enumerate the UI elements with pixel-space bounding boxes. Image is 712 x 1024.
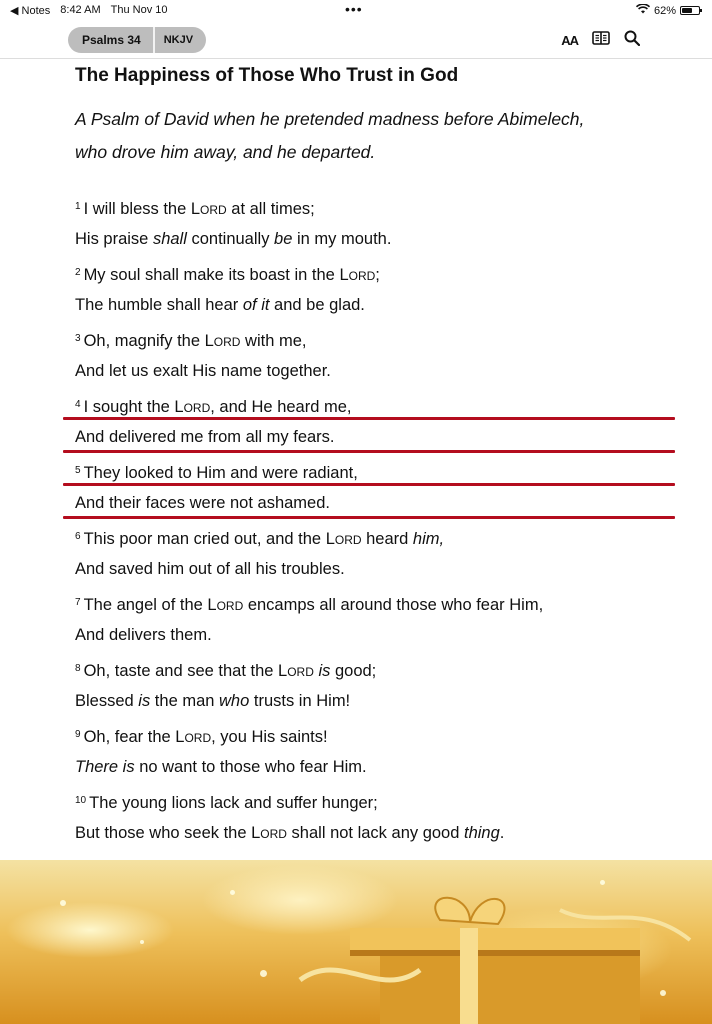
verse-segment: My soul shall make its boast in the (83, 266, 340, 284)
verse-list (75, 190, 675, 850)
verse-number[interactable]: 8 (75, 663, 81, 674)
verse-line[interactable] (75, 421, 675, 454)
verse-segment: And saved him out of all his troubles. (75, 560, 345, 578)
verse-text (75, 560, 345, 578)
divine-name: Lord (278, 662, 314, 680)
verse-line[interactable] (75, 256, 675, 289)
verse-number[interactable]: 5 (75, 465, 81, 476)
verse-segment: him, (412, 530, 445, 548)
verse-segment: , you His saints! (211, 728, 328, 746)
back-to-notes-link[interactable]: ◀ Notes (10, 5, 51, 17)
verse-segment: And their faces were not ashamed. (75, 494, 330, 512)
sparkle (140, 940, 144, 944)
verse-number[interactable]: 6 (75, 531, 81, 542)
verse-segment: I will bless the (83, 200, 191, 218)
divine-name: Lord (251, 824, 287, 842)
verse-segment: Oh, taste and see that the (83, 662, 279, 680)
verse-segment: good; (330, 662, 377, 680)
verse-segment: with me, (240, 332, 307, 350)
verse-segment: no want to those who fear Him. (134, 758, 367, 776)
passage-selector (68, 27, 206, 53)
verse-segment: And delivered me from all my fears. (75, 428, 335, 446)
highlighted-verse-text (75, 487, 330, 520)
verse-text (75, 794, 378, 812)
battery-percent: 62% (653, 4, 676, 17)
verse-text (75, 662, 376, 680)
divine-name: Lord (175, 728, 212, 746)
divine-name: Lord (174, 398, 211, 416)
verse-line[interactable] (75, 355, 675, 388)
status-time: 8:42 AM (60, 4, 101, 16)
verse-segment: who (219, 692, 250, 710)
verse-segment: But those who seek the (75, 824, 252, 842)
battery-icon (680, 6, 700, 15)
verse-number[interactable]: 3 (75, 333, 81, 344)
divine-name: Lord (339, 266, 376, 284)
verse-segment: The humble shall hear (75, 296, 243, 314)
verse-text (75, 728, 328, 746)
gold-gift-banner-image (0, 860, 712, 1024)
verse-line[interactable] (75, 586, 675, 619)
scripture-content (75, 62, 675, 850)
sparkle (660, 990, 666, 996)
verse-line[interactable] (75, 190, 675, 223)
verse-line[interactable] (75, 751, 675, 784)
verse-number[interactable]: 4 (75, 399, 81, 410)
verse-segment: Blessed (75, 692, 139, 710)
verse-segment: trusts in Him! (249, 692, 351, 710)
verse-segment: , and He heard me, (210, 398, 352, 416)
verse-segment: be (274, 230, 293, 248)
verse-text (75, 824, 504, 842)
divine-name: Lord (325, 530, 362, 548)
divine-name: Lord (207, 596, 244, 614)
highlighted-verse-text (75, 421, 335, 454)
verse-segment: I sought the (83, 398, 175, 416)
psalm-superscription (75, 103, 675, 169)
search-icon[interactable] (624, 30, 640, 51)
divine-name: Lord (204, 332, 241, 350)
verse-line[interactable] (75, 289, 675, 322)
highlighted-verse-text (75, 388, 351, 424)
highlighted-verse-text (75, 454, 358, 490)
verse-segment: the man (150, 692, 220, 710)
verse-segment: shall not lack any good (286, 824, 464, 842)
verse-text (75, 362, 331, 380)
verse-number[interactable]: 10 (75, 795, 87, 806)
verse-segment: encamps all around those who fear Him, (243, 596, 544, 614)
verse-segment: and be glad. (269, 296, 365, 314)
verse-text (75, 596, 543, 614)
verse-segment: This poor man cried out, and the (83, 530, 326, 548)
verse-segment: continually (186, 230, 275, 248)
version-button[interactable]: NKJV (163, 34, 194, 46)
verse-line[interactable] (75, 553, 675, 586)
verse-number[interactable]: 9 (75, 729, 81, 740)
verse-text (75, 692, 350, 710)
verse-number[interactable]: 2 (75, 267, 81, 278)
superscription-line: A Psalm of David when he pretended madness before Abimelech, (75, 109, 585, 129)
verse-segment: The young lions lack and suffer hunger; (89, 794, 378, 812)
section-heading: The Happiness of Those Who Trust in God (75, 65, 459, 86)
verse-segment: And let us exalt His name together. (75, 362, 331, 380)
verse-line[interactable] (75, 322, 675, 355)
verse-segment: They looked to Him and were radiant, (83, 464, 358, 482)
verse-line[interactable] (75, 685, 675, 718)
verse-segment: thing (464, 824, 500, 842)
verse-segment: in my mouth. (292, 230, 392, 248)
verse-line[interactable] (75, 817, 675, 850)
verse-text (75, 266, 380, 284)
verse-text (75, 230, 391, 248)
verse-text (75, 296, 365, 314)
gift-box-illustration (0, 860, 712, 1024)
verse-segment: Oh, magnify the (83, 332, 205, 350)
verse-segment: Oh, fear the (83, 728, 176, 746)
status-bar (0, 0, 712, 20)
verse-line[interactable] (75, 652, 675, 685)
verse-segment: shall (152, 230, 187, 248)
verse-segment: is (318, 662, 331, 680)
sparkle (230, 890, 235, 895)
verse-segment: There is (75, 758, 135, 776)
verse-line[interactable] (75, 487, 675, 520)
verse-text (75, 758, 367, 776)
verse-line[interactable] (75, 784, 675, 817)
verse-segment: . (499, 824, 505, 842)
wifi-icon (636, 4, 650, 17)
status-date: Thu Nov 10 (110, 4, 168, 16)
verse-line[interactable] (75, 223, 675, 256)
divine-name: Lord (190, 200, 227, 218)
multitasking-dots[interactable]: ••• (345, 1, 363, 17)
verse-line[interactable] (75, 718, 675, 751)
verse-segment: And delivers them. (75, 626, 212, 644)
verse-line[interactable] (75, 454, 675, 487)
verse-text (75, 332, 307, 350)
sparkle (260, 970, 267, 977)
verse-number[interactable]: 7 (75, 597, 81, 608)
sparkle (600, 880, 605, 885)
font-size-label: AA (561, 33, 578, 48)
verse-text (75, 626, 212, 644)
book-chapter-button[interactable]: Psalms 34 (82, 33, 141, 47)
sparkle (60, 900, 66, 906)
verse-segment: The angel of the (83, 596, 208, 614)
reader-toolbar (0, 20, 712, 59)
verse-segment: heard (361, 530, 413, 548)
verse-segment: ; (375, 266, 380, 284)
verse-line[interactable] (75, 520, 675, 553)
verse-number[interactable]: 1 (75, 201, 81, 212)
verse-segment: at all times; (226, 200, 315, 218)
verse-segment: His praise (75, 230, 153, 248)
verse-text (75, 200, 315, 218)
font-size-button[interactable] (561, 33, 578, 48)
parallel-view-icon[interactable] (592, 31, 610, 50)
verse-text (75, 530, 444, 548)
verse-line[interactable] (75, 619, 675, 652)
verse-line[interactable] (75, 388, 675, 421)
verse-segment: is (138, 692, 151, 710)
verse-segment: of it (242, 296, 270, 314)
superscription-line: who drove him away, and he departed. (75, 142, 376, 162)
